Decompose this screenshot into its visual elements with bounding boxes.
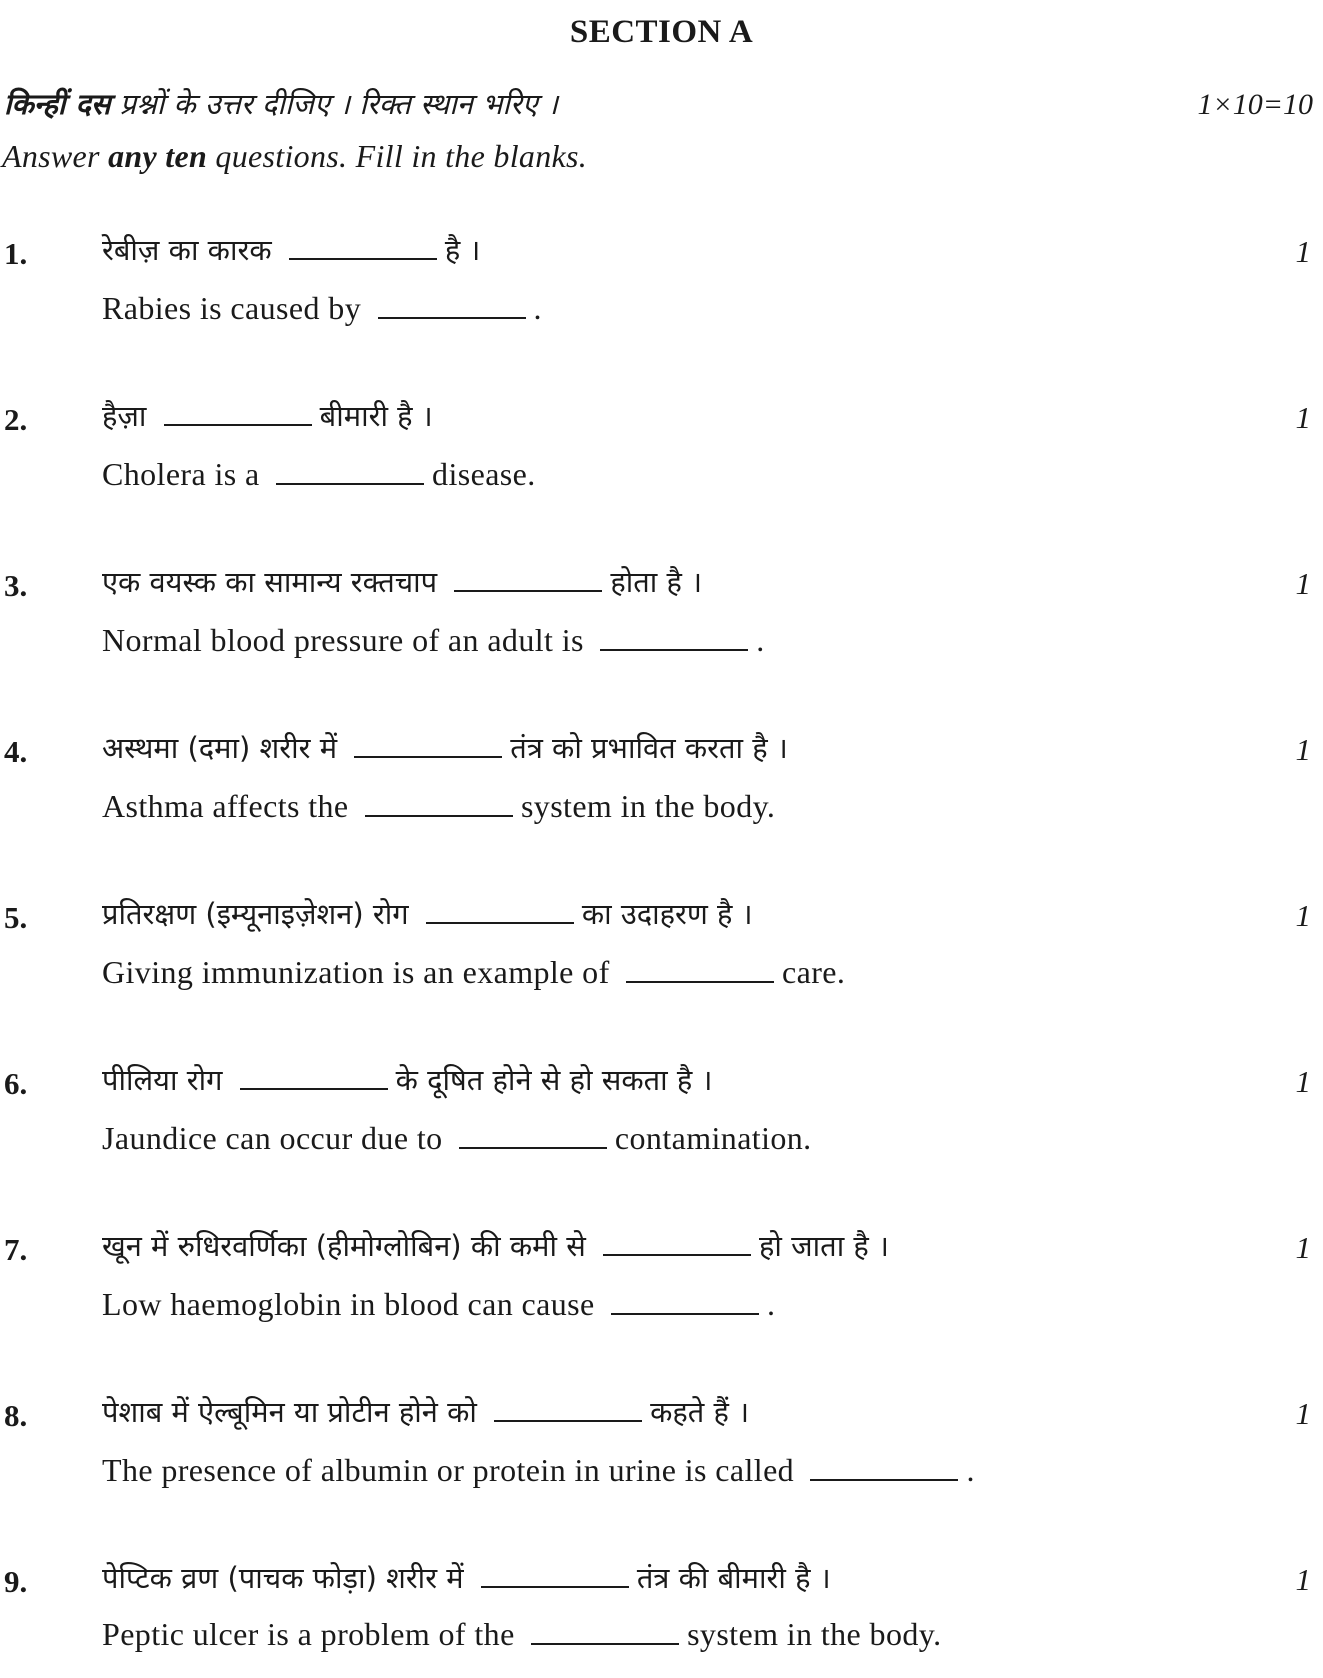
hindi-text-before: खून में रुधिरवर्णिका (हीमोग्लोबिन) की कमी से [102, 1229, 596, 1263]
answer-blank [276, 457, 424, 485]
english-text-after: system in the body. [687, 1616, 942, 1652]
hindi-text-after: बीमारी है । [319, 399, 433, 433]
answer-blank [531, 1617, 679, 1645]
question-english [102, 1452, 975, 1489]
question-number: 6. [4, 1066, 28, 1101]
english-text-before: Jaundice can occur due to [102, 1120, 451, 1156]
answer-blank [378, 291, 526, 319]
english-text-before: Peptic ulcer is a problem of the [102, 1616, 524, 1652]
hindi-text-after: तंत्र की बीमारी है । [636, 1561, 831, 1595]
hindi-text-after: हो जाता है । [759, 1229, 890, 1263]
question-number: 3. [4, 568, 28, 603]
question-english [102, 456, 536, 493]
instructions-hindi-rest: प्रश्नों के उत्तर दीजिए । रिक्त स्थान भरिए । [110, 87, 559, 121]
english-text-before: Cholera is a [102, 456, 269, 492]
answer-blank [494, 1394, 642, 1422]
question-marks: 1 [1295, 732, 1311, 767]
hindi-text-before: हैज़ा [102, 399, 156, 433]
hindi-text-before: प्रतिरक्षण (इम्यूनाइज़ेशन) रोग [102, 897, 418, 931]
english-text-after: disease. [432, 456, 536, 492]
question-hindi [102, 230, 480, 269]
total-marks: 1×10=10 [1197, 88, 1313, 121]
instructions-english-bold: any ten [108, 138, 208, 174]
question-2 [0, 396, 1323, 516]
hindi-text-after: के दूषित होने से हो सकता है । [395, 1063, 713, 1097]
section-title: SECTION A [569, 14, 754, 50]
hindi-text-before: पेशाब में ऐल्बूमिन या प्रोटीन होने को [102, 1395, 487, 1429]
english-text-after: . [533, 290, 542, 326]
question-number: 5. [4, 900, 28, 935]
instructions-english-after: questions. Fill in the blanks. [207, 138, 588, 174]
question-marks: 1 [1295, 1230, 1311, 1265]
question-hindi [102, 1392, 749, 1431]
question-english [102, 622, 765, 659]
answer-blank [603, 1228, 751, 1256]
question-number: 2. [4, 402, 28, 437]
question-hindi [102, 1558, 831, 1597]
english-text-before: Low haemoglobin in blood can cause [102, 1286, 603, 1322]
english-text-after: care. [782, 954, 846, 990]
question-english [102, 1120, 812, 1157]
answer-blank [459, 1121, 607, 1149]
instructions-hindi-bold: किन्हीं दस [4, 87, 111, 121]
question-marks: 1 [1295, 1396, 1311, 1431]
english-text-before: Normal blood pressure of an adult is [102, 622, 593, 658]
answer-blank [289, 232, 437, 260]
english-text-before: Rabies is caused by [102, 290, 370, 326]
question-marks: 1 [1295, 566, 1311, 601]
question-1 [0, 230, 1323, 350]
answer-blank [164, 398, 312, 426]
question-marks: 1 [1295, 898, 1311, 933]
instructions-english [2, 138, 587, 175]
question-hindi [102, 728, 788, 767]
english-text-after: system in the body. [520, 788, 776, 824]
question-marks: 1 [1295, 1064, 1311, 1099]
answer-blank [810, 1453, 958, 1481]
answer-blank [354, 730, 502, 758]
question-4 [0, 728, 1323, 848]
question-english [102, 788, 775, 825]
question-hindi [102, 894, 753, 933]
english-text-after: . [756, 622, 765, 658]
question-number: 1. [4, 236, 28, 271]
hindi-text-before: रेबीज़ का कारक [102, 233, 281, 267]
answer-blank [611, 1287, 759, 1315]
question-8 [0, 1392, 1323, 1512]
hindi-text-before: अस्थमा (दमा) शरीर में [102, 731, 347, 765]
answer-blank [626, 955, 774, 983]
question-english [102, 954, 845, 991]
english-text-before: The presence of albumin or protein in urine is called [102, 1452, 803, 1488]
answer-blank [481, 1560, 629, 1588]
question-hindi [102, 396, 433, 435]
answer-blank [365, 789, 513, 817]
hindi-text-before: पेप्टिक व्रण (पाचक फोड़ा) शरीर में [102, 1561, 473, 1595]
hindi-text-before: एक वयस्क का सामान्य रक्तचाप [102, 565, 447, 599]
answer-blank [600, 623, 748, 651]
question-3 [0, 562, 1323, 682]
english-text-before: Giving immunization is an example of [102, 954, 619, 990]
answer-blank [426, 896, 574, 924]
question-english [102, 1616, 941, 1653]
hindi-text-after: तंत्र को प्रभावित करता है । [510, 731, 788, 765]
hindi-text-after: का उदाहरण है । [581, 897, 753, 931]
question-number: 8. [4, 1398, 28, 1433]
question-hindi [102, 1226, 889, 1265]
instructions-english-before: Answer [2, 138, 109, 174]
hindi-text-after: है । [444, 233, 481, 267]
question-7 [0, 1226, 1323, 1346]
hindi-text-after: होता है । [610, 565, 703, 599]
question-marks: 1 [1295, 1562, 1311, 1597]
hindi-text-before: पीलिया रोग [102, 1063, 232, 1097]
answer-blank [240, 1062, 388, 1090]
question-english [102, 1286, 775, 1323]
question-hindi [102, 1060, 712, 1099]
question-marks: 1 [1295, 234, 1311, 269]
hindi-text-after: कहते हैं । [650, 1395, 750, 1429]
answer-blank [454, 564, 602, 592]
question-6 [0, 1060, 1323, 1180]
question-marks: 1 [1295, 400, 1311, 435]
question-9 [0, 1558, 1323, 1678]
question-hindi [102, 562, 702, 601]
english-text-after: . [766, 1286, 776, 1322]
english-text-after: contamination. [614, 1120, 812, 1156]
question-english [102, 290, 542, 327]
english-text-before: Asthma affects the [102, 788, 357, 824]
question-number: 9. [4, 1564, 28, 1599]
question-number: 7. [4, 1232, 28, 1267]
english-text-after: . [966, 1452, 975, 1488]
question-5 [0, 894, 1323, 1014]
question-number: 4. [4, 734, 28, 769]
instructions-hindi [4, 84, 558, 123]
